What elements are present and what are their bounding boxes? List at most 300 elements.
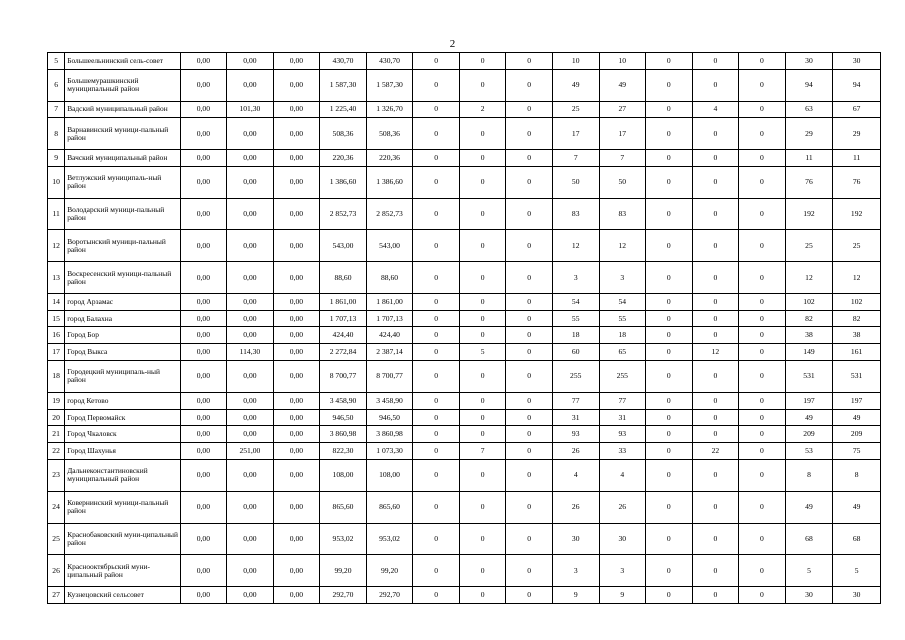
value-cell: 102 xyxy=(785,293,833,310)
value-cell: 0 xyxy=(739,69,786,101)
value-cell: 0,00 xyxy=(227,262,274,294)
municipality-name-cell: Большеельнинский сель-совет xyxy=(65,53,180,70)
value-cell: 2 xyxy=(459,101,506,118)
value-cell: 508,36 xyxy=(366,118,413,150)
value-cell: 0 xyxy=(413,491,460,523)
value-cell: 0 xyxy=(692,310,739,327)
value-cell: 0 xyxy=(692,392,739,409)
value-cell: 0 xyxy=(413,230,460,262)
table-row xyxy=(48,344,881,361)
value-cell: 49 xyxy=(552,69,599,101)
value-cell: 543,00 xyxy=(366,230,413,262)
value-cell: 0 xyxy=(646,460,693,492)
value-cell: 508,36 xyxy=(320,118,367,150)
value-cell: 0,00 xyxy=(180,426,227,443)
value-cell: 0 xyxy=(506,293,553,310)
row-number-cell: 17 xyxy=(48,344,65,361)
value-cell: 3 860,98 xyxy=(366,426,413,443)
table-row xyxy=(48,198,881,230)
page-number: 2 xyxy=(449,38,456,50)
value-cell: 0 xyxy=(739,262,786,294)
value-cell: 0,00 xyxy=(227,166,274,198)
value-cell: 0,00 xyxy=(180,409,227,426)
value-cell: 0 xyxy=(459,392,506,409)
value-cell: 49 xyxy=(599,69,646,101)
value-cell: 0 xyxy=(739,523,786,555)
value-cell: 1 587,30 xyxy=(366,69,413,101)
municipality-name-cell: Ковернинский муници-пальный район xyxy=(65,491,180,523)
value-cell: 102 xyxy=(833,293,881,310)
value-cell: 38 xyxy=(785,327,833,344)
value-cell: 0 xyxy=(646,327,693,344)
value-cell: 88,60 xyxy=(320,262,367,294)
value-cell: 0 xyxy=(506,344,553,361)
table-row xyxy=(48,460,881,492)
value-cell: 0 xyxy=(692,198,739,230)
value-cell: 12 xyxy=(692,344,739,361)
value-cell: 0 xyxy=(692,523,739,555)
value-cell: 0 xyxy=(646,310,693,327)
value-cell: 0 xyxy=(739,53,786,70)
value-cell: 292,70 xyxy=(320,587,367,604)
table-row xyxy=(48,293,881,310)
value-cell: 0,00 xyxy=(227,426,274,443)
value-cell: 30 xyxy=(552,523,599,555)
value-cell: 161 xyxy=(833,344,881,361)
value-cell: 29 xyxy=(833,118,881,150)
value-cell: 0 xyxy=(459,426,506,443)
value-cell: 0 xyxy=(646,443,693,460)
value-cell: 0 xyxy=(692,166,739,198)
row-number-cell: 6 xyxy=(48,69,65,101)
value-cell: 0,00 xyxy=(227,150,274,167)
value-cell: 0 xyxy=(459,310,506,327)
value-cell: 0 xyxy=(692,150,739,167)
value-cell: 0 xyxy=(739,327,786,344)
value-cell: 0 xyxy=(739,361,786,393)
value-cell: 49 xyxy=(785,409,833,426)
value-cell: 83 xyxy=(552,198,599,230)
row-number-cell: 11 xyxy=(48,198,65,230)
value-cell: 0,00 xyxy=(273,262,320,294)
value-cell: 0,00 xyxy=(273,166,320,198)
value-cell: 0 xyxy=(739,198,786,230)
value-cell: 11 xyxy=(785,150,833,167)
table-row xyxy=(48,327,881,344)
municipality-name-cell: Город Шахунья xyxy=(65,443,180,460)
value-cell: 0,00 xyxy=(227,409,274,426)
value-cell: 865,60 xyxy=(320,491,367,523)
value-cell: 0 xyxy=(413,555,460,587)
value-cell: 93 xyxy=(599,426,646,443)
value-cell: 822,30 xyxy=(320,443,367,460)
value-cell: 1 073,30 xyxy=(366,443,413,460)
value-cell: 0 xyxy=(692,230,739,262)
value-cell: 50 xyxy=(552,166,599,198)
value-cell: 0 xyxy=(692,587,739,604)
value-cell: 0 xyxy=(506,443,553,460)
municipality-name-cell: Город Чкаловск xyxy=(65,426,180,443)
value-cell: 94 xyxy=(833,69,881,101)
value-cell: 192 xyxy=(833,198,881,230)
value-cell: 292,70 xyxy=(366,587,413,604)
value-cell: 67 xyxy=(833,101,881,118)
value-cell: 0,00 xyxy=(180,118,227,150)
value-cell: 209 xyxy=(833,426,881,443)
value-cell: 2 852,73 xyxy=(320,198,367,230)
value-cell: 0,00 xyxy=(227,327,274,344)
value-cell: 0 xyxy=(739,426,786,443)
value-cell: 76 xyxy=(833,166,881,198)
value-cell: 0 xyxy=(506,409,553,426)
value-cell: 0 xyxy=(646,392,693,409)
value-cell: 0,00 xyxy=(273,460,320,492)
value-cell: 82 xyxy=(833,310,881,327)
value-cell: 0 xyxy=(459,262,506,294)
value-cell: 8 xyxy=(833,460,881,492)
value-cell: 12 xyxy=(599,230,646,262)
table-row xyxy=(48,101,881,118)
value-cell: 0 xyxy=(646,53,693,70)
value-cell: 8 700,77 xyxy=(320,361,367,393)
value-cell: 0 xyxy=(692,327,739,344)
value-cell: 0 xyxy=(646,262,693,294)
value-cell: 0 xyxy=(506,327,553,344)
value-cell: 0,00 xyxy=(180,230,227,262)
value-cell: 27 xyxy=(599,101,646,118)
value-cell: 0,00 xyxy=(180,101,227,118)
value-cell: 0 xyxy=(506,69,553,101)
value-cell: 3 458,90 xyxy=(320,392,367,409)
row-number-cell: 8 xyxy=(48,118,65,150)
value-cell: 0,00 xyxy=(273,443,320,460)
row-number-cell: 18 xyxy=(48,361,65,393)
value-cell: 430,70 xyxy=(366,53,413,70)
value-cell: 60 xyxy=(552,344,599,361)
value-cell: 0,00 xyxy=(227,69,274,101)
value-cell: 8 700,77 xyxy=(366,361,413,393)
value-cell: 55 xyxy=(552,310,599,327)
value-cell: 0 xyxy=(413,310,460,327)
value-cell: 3 xyxy=(552,555,599,587)
value-cell: 108,00 xyxy=(320,460,367,492)
row-number-cell: 19 xyxy=(48,392,65,409)
table-row xyxy=(48,230,881,262)
value-cell: 77 xyxy=(552,392,599,409)
municipality-name-cell: Воскресенский муници-пальный район xyxy=(65,262,180,294)
value-cell: 0 xyxy=(692,118,739,150)
value-cell: 0 xyxy=(459,555,506,587)
municipality-name-cell: Большемурашкинский муниципальный район xyxy=(65,69,180,101)
value-cell: 1 587,30 xyxy=(320,69,367,101)
value-cell: 1 861,00 xyxy=(366,293,413,310)
row-number-cell: 13 xyxy=(48,262,65,294)
table-row xyxy=(48,587,881,604)
value-cell: 0 xyxy=(413,426,460,443)
value-cell: 94 xyxy=(785,69,833,101)
value-cell: 25 xyxy=(785,230,833,262)
value-cell: 0 xyxy=(506,392,553,409)
value-cell: 0 xyxy=(413,443,460,460)
value-cell: 0 xyxy=(413,587,460,604)
value-cell: 1 225,40 xyxy=(320,101,367,118)
value-cell: 0 xyxy=(646,69,693,101)
value-cell: 0,00 xyxy=(180,150,227,167)
value-cell: 26 xyxy=(552,443,599,460)
value-cell: 0 xyxy=(506,361,553,393)
value-cell: 49 xyxy=(785,491,833,523)
value-cell: 0 xyxy=(413,344,460,361)
value-cell: 0 xyxy=(739,409,786,426)
row-number-cell: 16 xyxy=(48,327,65,344)
value-cell: 9 xyxy=(552,587,599,604)
row-number-cell: 7 xyxy=(48,101,65,118)
table-row xyxy=(48,555,881,587)
value-cell: 0,00 xyxy=(180,327,227,344)
value-cell: 0,00 xyxy=(273,409,320,426)
value-cell: 0 xyxy=(413,198,460,230)
value-cell: 0 xyxy=(646,426,693,443)
value-cell: 0,00 xyxy=(180,262,227,294)
value-cell: 4 xyxy=(599,460,646,492)
value-cell: 0 xyxy=(646,491,693,523)
value-cell: 31 xyxy=(599,409,646,426)
value-cell: 0 xyxy=(739,166,786,198)
value-cell: 0 xyxy=(506,53,553,70)
value-cell: 0 xyxy=(739,587,786,604)
row-number-cell: 15 xyxy=(48,310,65,327)
municipality-name-cell: Город Бор xyxy=(65,327,180,344)
value-cell: 0,00 xyxy=(273,198,320,230)
municipality-name-cell: Вачский муниципальный район xyxy=(65,150,180,167)
municipality-name-cell: Варнавинский муници-пальный район xyxy=(65,118,180,150)
municipality-name-cell: Дальнеконстантиновский муниципальный район xyxy=(65,460,180,492)
value-cell: 0 xyxy=(646,587,693,604)
value-cell: 17 xyxy=(552,118,599,150)
table-row xyxy=(48,426,881,443)
value-cell: 0 xyxy=(506,150,553,167)
value-cell: 0 xyxy=(413,166,460,198)
row-number-cell: 12 xyxy=(48,230,65,262)
value-cell: 946,50 xyxy=(366,409,413,426)
value-cell: 1 386,60 xyxy=(366,166,413,198)
value-cell: 12 xyxy=(552,230,599,262)
value-cell: 0 xyxy=(692,426,739,443)
value-cell: 0 xyxy=(459,523,506,555)
value-cell: 0,00 xyxy=(180,443,227,460)
value-cell: 0,00 xyxy=(273,118,320,150)
value-cell: 0,00 xyxy=(273,101,320,118)
value-cell: 29 xyxy=(785,118,833,150)
value-cell: 3 860,98 xyxy=(320,426,367,443)
municipality-name-cell: Краснобаковский муни-ципальный район xyxy=(65,523,180,555)
value-cell: 1 326,70 xyxy=(366,101,413,118)
value-cell: 0,00 xyxy=(180,53,227,70)
value-cell: 0 xyxy=(646,361,693,393)
table-row xyxy=(48,310,881,327)
municipality-name-cell: Вадский муниципальный район xyxy=(65,101,180,118)
value-cell: 4 xyxy=(692,101,739,118)
value-cell: 953,02 xyxy=(366,523,413,555)
value-cell: 0,00 xyxy=(273,344,320,361)
value-cell: 0,00 xyxy=(180,166,227,198)
value-cell: 0 xyxy=(739,555,786,587)
value-cell: 197 xyxy=(785,392,833,409)
value-cell: 5 xyxy=(833,555,881,587)
value-cell: 0 xyxy=(413,101,460,118)
value-cell: 0,00 xyxy=(227,118,274,150)
value-cell: 0 xyxy=(739,392,786,409)
value-cell: 82 xyxy=(785,310,833,327)
value-cell: 0,00 xyxy=(227,53,274,70)
value-cell: 543,00 xyxy=(320,230,367,262)
municipality-name-cell: Володарский муници-пальный район xyxy=(65,198,180,230)
value-cell: 3 xyxy=(599,262,646,294)
value-cell: 0 xyxy=(413,53,460,70)
value-cell: 0,00 xyxy=(180,344,227,361)
municipality-name-cell: город Кетово xyxy=(65,392,180,409)
row-number-cell: 20 xyxy=(48,409,65,426)
value-cell: 49 xyxy=(833,491,881,523)
row-number-cell: 23 xyxy=(48,460,65,492)
row-number-cell: 25 xyxy=(48,523,65,555)
value-cell: 0,00 xyxy=(273,491,320,523)
value-cell: 0 xyxy=(413,118,460,150)
value-cell: 0 xyxy=(413,409,460,426)
value-cell: 0 xyxy=(646,166,693,198)
value-cell: 0,00 xyxy=(180,198,227,230)
value-cell: 0 xyxy=(413,460,460,492)
value-cell: 0 xyxy=(646,198,693,230)
value-cell: 65 xyxy=(599,344,646,361)
value-cell: 9 xyxy=(599,587,646,604)
municipality-name-cell: Воротынский муници-пальный район xyxy=(65,230,180,262)
value-cell: 88,60 xyxy=(366,262,413,294)
value-cell: 0,00 xyxy=(227,361,274,393)
municipality-name-cell: Краснооктябрьский муни-ципальный район xyxy=(65,555,180,587)
value-cell: 0,00 xyxy=(273,392,320,409)
value-cell: 0 xyxy=(506,310,553,327)
table-row xyxy=(48,53,881,70)
value-cell: 0,00 xyxy=(273,361,320,393)
value-cell: 2 272,84 xyxy=(320,344,367,361)
value-cell: 0 xyxy=(646,523,693,555)
value-cell: 0 xyxy=(646,230,693,262)
value-cell: 0 xyxy=(506,230,553,262)
value-cell: 30 xyxy=(833,53,881,70)
value-cell: 0 xyxy=(506,101,553,118)
value-cell: 531 xyxy=(785,361,833,393)
value-cell: 0 xyxy=(739,344,786,361)
value-cell: 149 xyxy=(785,344,833,361)
value-cell: 430,70 xyxy=(320,53,367,70)
value-cell: 0 xyxy=(692,361,739,393)
value-cell: 0,00 xyxy=(180,523,227,555)
value-cell: 25 xyxy=(833,230,881,262)
value-cell: 0 xyxy=(739,101,786,118)
table-row xyxy=(48,166,881,198)
value-cell: 53 xyxy=(785,443,833,460)
municipality-name-cell: Ветлужский муниципаль-ный район xyxy=(65,166,180,198)
value-cell: 2 387,14 xyxy=(366,344,413,361)
row-number-cell: 10 xyxy=(48,166,65,198)
row-number-cell: 26 xyxy=(48,555,65,587)
value-cell: 255 xyxy=(599,361,646,393)
value-cell: 30 xyxy=(833,587,881,604)
table-row xyxy=(48,69,881,101)
value-cell: 4 xyxy=(552,460,599,492)
value-cell: 7 xyxy=(552,150,599,167)
value-cell: 0 xyxy=(646,293,693,310)
municipality-name-cell: город Арзамас xyxy=(65,293,180,310)
table-row xyxy=(48,361,881,393)
value-cell: 255 xyxy=(552,361,599,393)
value-cell: 0,00 xyxy=(227,523,274,555)
municipality-name-cell: Город Первомайск xyxy=(65,409,180,426)
value-cell: 0 xyxy=(692,460,739,492)
value-cell: 0 xyxy=(739,310,786,327)
value-cell: 0 xyxy=(506,118,553,150)
value-cell: 0 xyxy=(459,327,506,344)
value-cell: 12 xyxy=(785,262,833,294)
value-cell: 865,60 xyxy=(366,491,413,523)
value-cell: 38 xyxy=(833,327,881,344)
value-cell: 0,00 xyxy=(180,587,227,604)
value-cell: 2 852,73 xyxy=(366,198,413,230)
value-cell: 0 xyxy=(506,555,553,587)
value-cell: 0,00 xyxy=(227,587,274,604)
value-cell: 0 xyxy=(646,409,693,426)
value-cell: 0,00 xyxy=(180,69,227,101)
value-cell: 75 xyxy=(833,443,881,460)
value-cell: 0 xyxy=(459,69,506,101)
value-cell: 0 xyxy=(459,150,506,167)
data-table xyxy=(47,52,881,604)
value-cell: 50 xyxy=(599,166,646,198)
value-cell: 197 xyxy=(833,392,881,409)
value-cell: 7 xyxy=(599,150,646,167)
value-cell: 76 xyxy=(785,166,833,198)
value-cell: 424,40 xyxy=(366,327,413,344)
value-cell: 0,00 xyxy=(180,460,227,492)
value-cell: 0 xyxy=(459,53,506,70)
value-cell: 0,00 xyxy=(273,587,320,604)
value-cell: 0 xyxy=(739,460,786,492)
value-cell: 946,50 xyxy=(320,409,367,426)
value-cell: 0,00 xyxy=(227,310,274,327)
value-cell: 22 xyxy=(692,443,739,460)
table-row xyxy=(48,443,881,460)
value-cell: 0 xyxy=(692,409,739,426)
value-cell: 0 xyxy=(413,150,460,167)
value-cell: 18 xyxy=(599,327,646,344)
value-cell: 0 xyxy=(413,262,460,294)
table-row xyxy=(48,392,881,409)
value-cell: 0 xyxy=(459,198,506,230)
value-cell: 0,00 xyxy=(227,460,274,492)
value-cell: 54 xyxy=(552,293,599,310)
value-cell: 0,00 xyxy=(273,310,320,327)
value-cell: 0 xyxy=(459,491,506,523)
value-cell: 54 xyxy=(599,293,646,310)
table-row xyxy=(48,262,881,294)
value-cell: 0 xyxy=(646,150,693,167)
row-number-cell: 21 xyxy=(48,426,65,443)
value-cell: 953,02 xyxy=(320,523,367,555)
value-cell: 8 xyxy=(785,460,833,492)
value-cell: 0 xyxy=(459,460,506,492)
value-cell: 30 xyxy=(785,53,833,70)
